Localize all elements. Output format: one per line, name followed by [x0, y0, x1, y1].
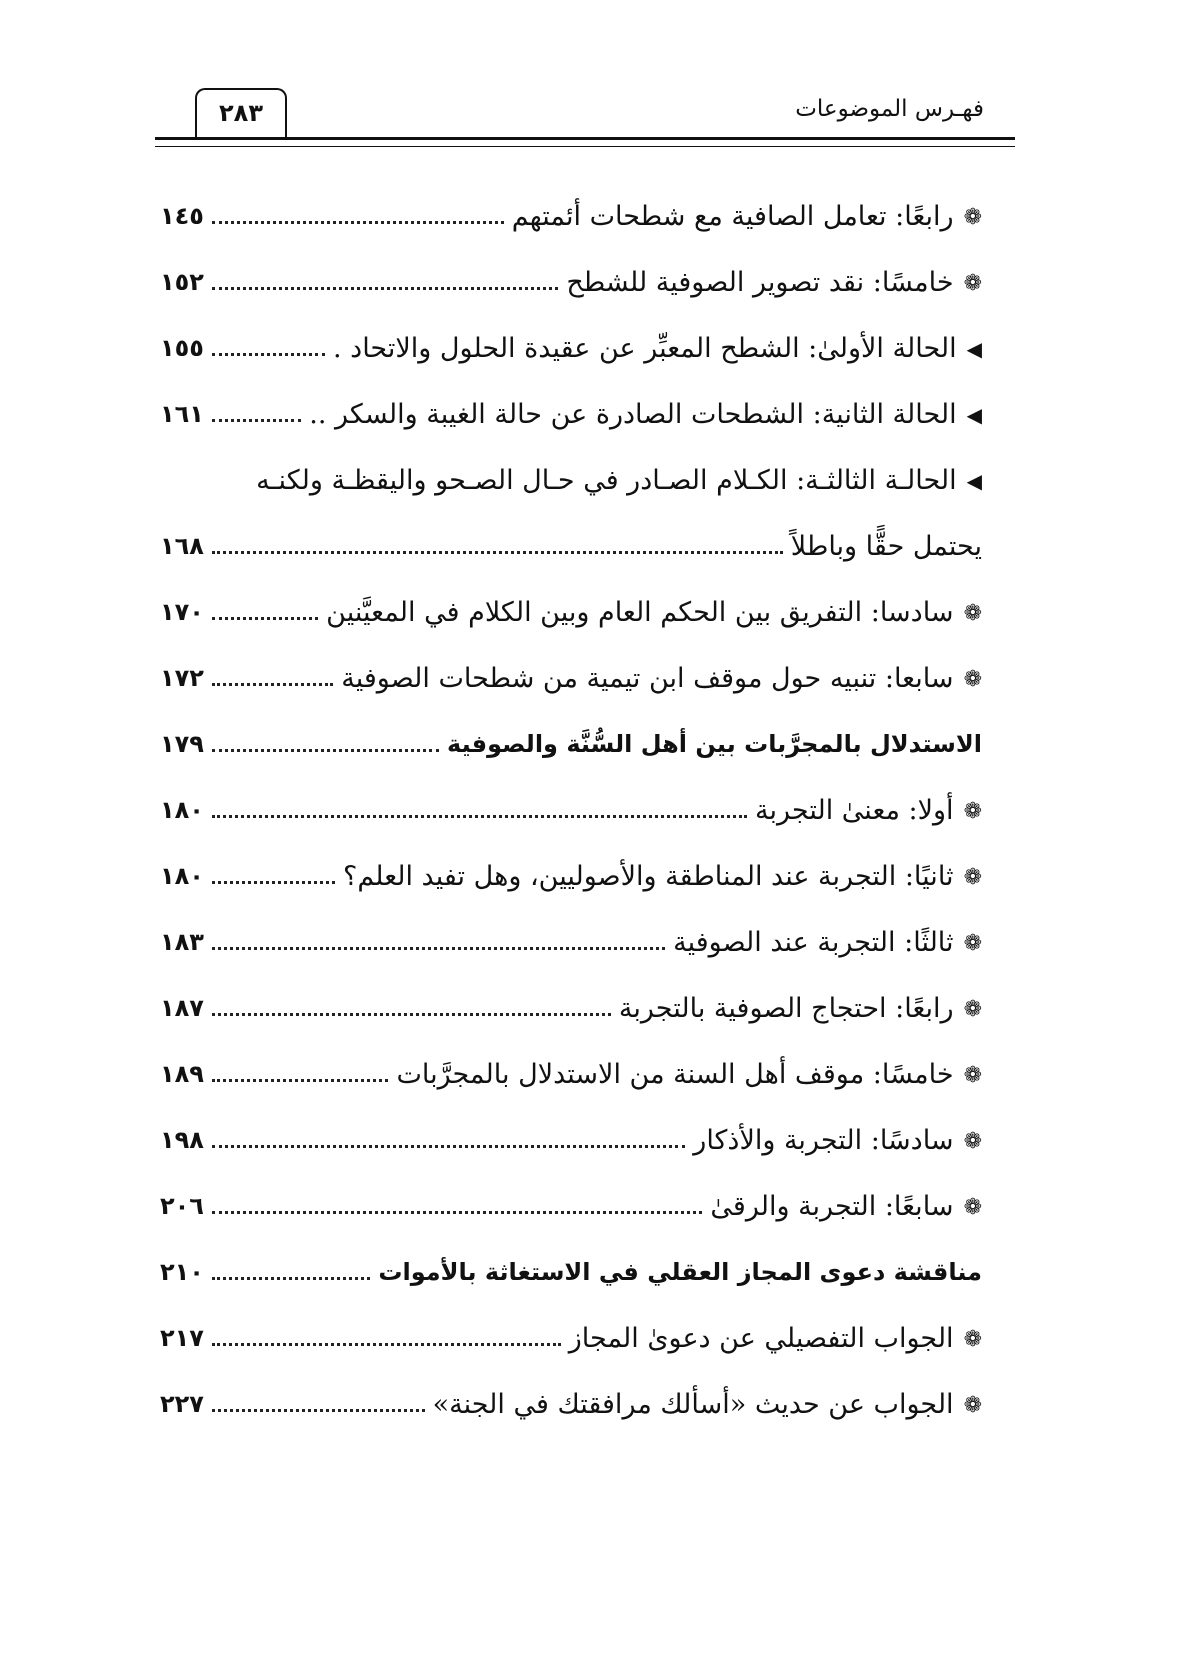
flower-bullet-icon: ❁	[963, 204, 982, 230]
toc-entry-text: ثانيًا: التجربة عند المناطقة والأصوليين، وهل تفيد العلم؟	[342, 860, 954, 892]
toc-entry	[160, 1310, 982, 1366]
toc-entry-title	[378, 1258, 982, 1286]
toc-page-number: ١٦٨	[160, 532, 204, 560]
toc-entry-text: الحالة الثانية: الشطحات الصادرة عن حالة الغيبة والسكر ..	[309, 398, 957, 430]
toc-entry	[160, 518, 982, 574]
toc-entry-text: سادسًا: التجربة والأذكار	[693, 1124, 954, 1156]
dot-leader	[212, 1409, 425, 1412]
toc-entry-title	[333, 333, 982, 364]
toc-page-number: ١٧٩	[160, 730, 204, 758]
flower-bullet-icon: ❁	[963, 666, 982, 692]
dot-leader	[212, 1277, 370, 1280]
flower-bullet-icon: ❁	[963, 996, 982, 1022]
toc-entry-title	[512, 201, 982, 232]
dot-leader	[212, 221, 504, 224]
toc-entry	[160, 782, 982, 838]
toc-entry-text: سابعا: تنبيه حول موقف ابن تيمية من شطحات الصوفية	[341, 662, 954, 694]
toc-entry-text: الاستدلال بالمجرَّبات بين أهل السُّنَّة والصوفية	[447, 730, 982, 758]
toc-entry-title	[569, 1323, 982, 1354]
toc-entry	[160, 1244, 982, 1300]
page-number-box: ٢٨٣	[195, 88, 287, 138]
toc-page-number: ١٨٣	[160, 928, 204, 956]
toc-entry-text: خامسًا: موقف أهل السنة من الاستدلال بالمجرَّبات	[396, 1058, 954, 1090]
toc-page-number: ١٨٩	[160, 1060, 204, 1088]
toc-entry-text: رابعًا: احتجاج الصوفية بالتجربة	[618, 992, 954, 1024]
toc-entry-title	[619, 993, 982, 1024]
toc-entry	[160, 1112, 982, 1168]
dot-leader	[212, 881, 335, 884]
flower-bullet-icon: ❁	[963, 930, 982, 956]
toc-page-number: ١٨٠	[160, 796, 204, 824]
flower-bullet-icon: ❁	[963, 798, 982, 824]
toc-entry-title	[396, 1059, 982, 1090]
dot-leader	[212, 617, 318, 620]
toc-entry-title	[309, 399, 982, 430]
toc-entry-text: سادسا: التفريق بين الحكم العام وبين الكلام في المعيَّنين	[326, 596, 954, 628]
toc-entry-text: الحالـة الثالثـة: الكـلام الصـادر في حـال الصـحو واليقظـة ولكنـه	[256, 464, 957, 496]
toc-page-number: ٢١٧	[160, 1324, 204, 1352]
toc-entry-text: يحتمل حقًّا وباطلاً	[790, 530, 982, 562]
toc-page-number: ٢١٠	[160, 1258, 204, 1286]
dot-leader	[212, 1211, 702, 1214]
flower-bullet-icon: ❁	[963, 270, 982, 296]
triangle-bullet-icon: ◀	[966, 337, 982, 361]
running-header-title: فهـرس الموضوعات	[795, 96, 984, 122]
dot-leader	[212, 815, 747, 818]
toc-page-number: ١٤٥	[160, 202, 204, 230]
toc-entry-text: ثالثًا: التجربة عند الصوفية	[673, 926, 954, 958]
flower-bullet-icon: ❁	[963, 1392, 982, 1418]
dot-leader	[212, 1013, 611, 1016]
toc-page-number: ٢٠٦	[160, 1192, 204, 1220]
toc-page-number: ١٧٠	[160, 598, 204, 626]
flower-bullet-icon: ❁	[963, 864, 982, 890]
toc-entry-title	[693, 1125, 982, 1156]
toc-page-number: ١٨٧	[160, 994, 204, 1022]
toc-page-number: ١٥٢	[160, 268, 204, 296]
toc-entry-title	[326, 597, 982, 628]
flower-bullet-icon: ❁	[963, 1194, 982, 1220]
toc-entry-text: الجواب التفصيلي عن دعوىٰ المجاز	[568, 1322, 954, 1354]
toc-entry	[160, 188, 982, 244]
toc-entry-title	[755, 795, 982, 826]
toc-entry-text: مناقشة دعوى المجاز العقلي في الاستغاثة بالأموات	[378, 1258, 982, 1286]
dot-leader	[212, 287, 558, 290]
toc-entry-title	[791, 531, 982, 562]
toc-entry-title	[566, 267, 982, 298]
toc-page-number: ١٧٢	[160, 664, 204, 692]
toc-entry	[160, 1376, 982, 1432]
flower-bullet-icon: ❁	[963, 1128, 982, 1154]
toc-entry-text: سابعًا: التجربة والرقىٰ	[710, 1190, 954, 1222]
dot-leader	[212, 353, 325, 356]
toc-entry-title	[433, 1389, 982, 1420]
dot-leader	[212, 749, 439, 752]
toc-entry-text: رابعًا: تعامل الصافية مع شطحات أئمتهم	[511, 200, 954, 232]
triangle-bullet-icon: ◀	[966, 403, 982, 427]
toc-entry	[160, 386, 982, 442]
toc-entry	[160, 1046, 982, 1102]
toc-entry-text: الجواب عن حديث «أسألك مرافقتك في الجنة»	[432, 1388, 954, 1420]
flower-bullet-icon: ❁	[963, 1326, 982, 1352]
dot-leader	[212, 947, 665, 950]
toc-entry-title	[160, 465, 982, 496]
toc-entry	[160, 584, 982, 640]
triangle-bullet-icon: ◀	[966, 469, 982, 493]
flower-bullet-icon: ❁	[963, 1062, 982, 1088]
toc-entry-text: خامسًا: نقد تصوير الصوفية للشطح	[566, 266, 954, 298]
toc-entry-title	[343, 861, 982, 892]
toc-page-number: ١٦١	[160, 400, 204, 428]
toc-page-number: ١٨٠	[160, 862, 204, 890]
toc-entry-text: أولا: معنىٰ التجربة	[755, 794, 954, 826]
dot-leader	[212, 1343, 561, 1346]
dot-leader	[212, 1079, 388, 1082]
dot-leader	[212, 683, 333, 686]
flower-bullet-icon: ❁	[963, 600, 982, 626]
toc-entry-title	[447, 730, 982, 758]
dot-leader	[212, 419, 301, 422]
toc-entry	[160, 650, 982, 706]
toc-entry	[160, 1178, 982, 1234]
toc-entry-title	[341, 663, 982, 694]
toc-page-number: ٢٢٧	[160, 1390, 204, 1418]
toc-entry-title	[710, 1191, 982, 1222]
toc-entry	[160, 320, 982, 376]
toc-entry	[160, 848, 982, 904]
toc-page-number: ١٩٨	[160, 1126, 204, 1154]
toc-page-number: ١٥٥	[160, 334, 204, 362]
toc-entry	[160, 716, 982, 772]
toc-entry-text: الحالة الأولىٰ: الشطح المعبِّر عن عقيدة الحلول والاتحاد .	[333, 332, 957, 364]
dot-leader	[212, 551, 783, 554]
toc-entry	[160, 254, 982, 310]
toc-entry	[160, 452, 982, 508]
toc-entry	[160, 980, 982, 1036]
toc-entry	[160, 914, 982, 970]
dot-leader	[212, 1145, 685, 1148]
toc-entry-title	[673, 927, 982, 958]
